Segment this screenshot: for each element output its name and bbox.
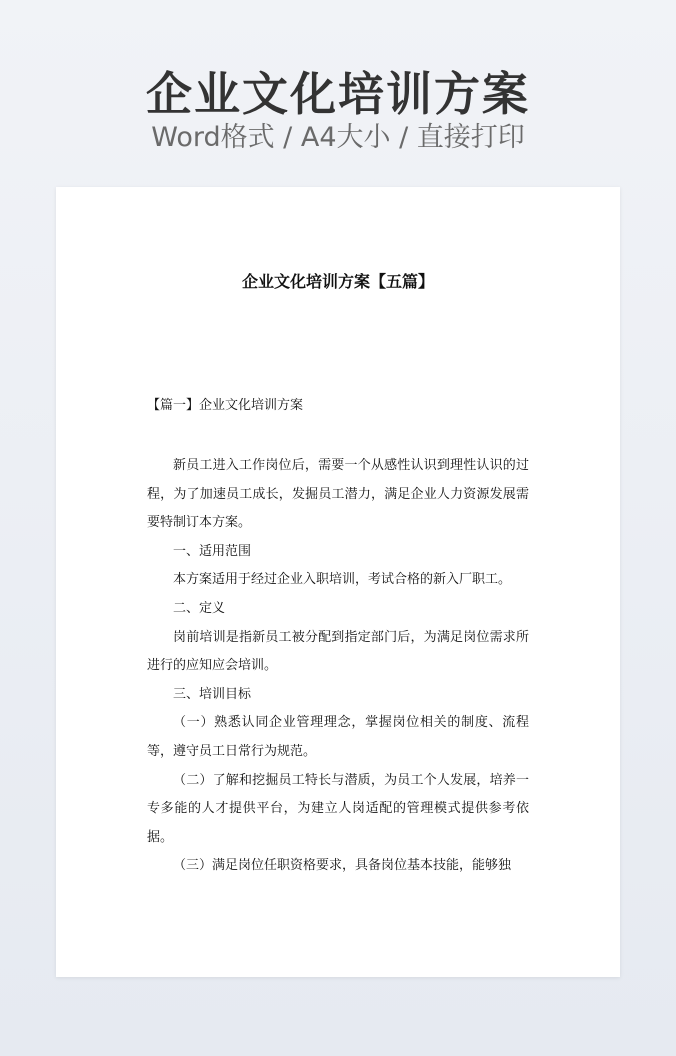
banner-subtitle: Word格式 / A4大小 / 直接打印 <box>151 122 525 153</box>
heading-definition: 二、定义 <box>173 600 226 616</box>
paragraph-goal-3: （三）满足岗位任职资格要求，具备岗位基本技能，能够独 <box>173 858 512 874</box>
document-body <box>147 452 529 881</box>
paragraph-scope: 本方案适用于经过企业入职培训，考试合格的新入厂职工。 <box>173 572 512 588</box>
section-heading: 【篇一】企业文化培训方案 <box>147 398 304 413</box>
heading-scope: 一、适用范围 <box>173 543 252 559</box>
paragraph-intro: 新员工进入工作岗位后，需要一个从感性认识到理性认识的过程，为了加速员工成长，发掘员工潜力，满足企业人力资源发展需要特制订本方案。 <box>147 458 529 531</box>
paragraph-definition: 岗前培训是指新员工被分配到指定部门后，为满足岗位需求所进行的应知应会培训。 <box>147 629 529 674</box>
document-page <box>56 187 620 977</box>
paragraph-goal-2: （二）了解和挖掘员工特长与潜质，为员工个人发展，培养一专多能的人才提供平台，为建立人岗适配的管理模式提供参考依据。 <box>147 772 529 845</box>
banner-title: 企业文化培训方案 <box>146 67 530 121</box>
promo-banner <box>0 0 676 180</box>
document-title: 企业文化培训方案【五篇】 <box>241 272 434 291</box>
heading-goals: 三、培训目标 <box>173 686 252 702</box>
paragraph-goal-1: （一）熟悉认同企业管理理念，掌握岗位相关的制度、流程等，遵守员工日常行为规范。 <box>147 715 529 759</box>
